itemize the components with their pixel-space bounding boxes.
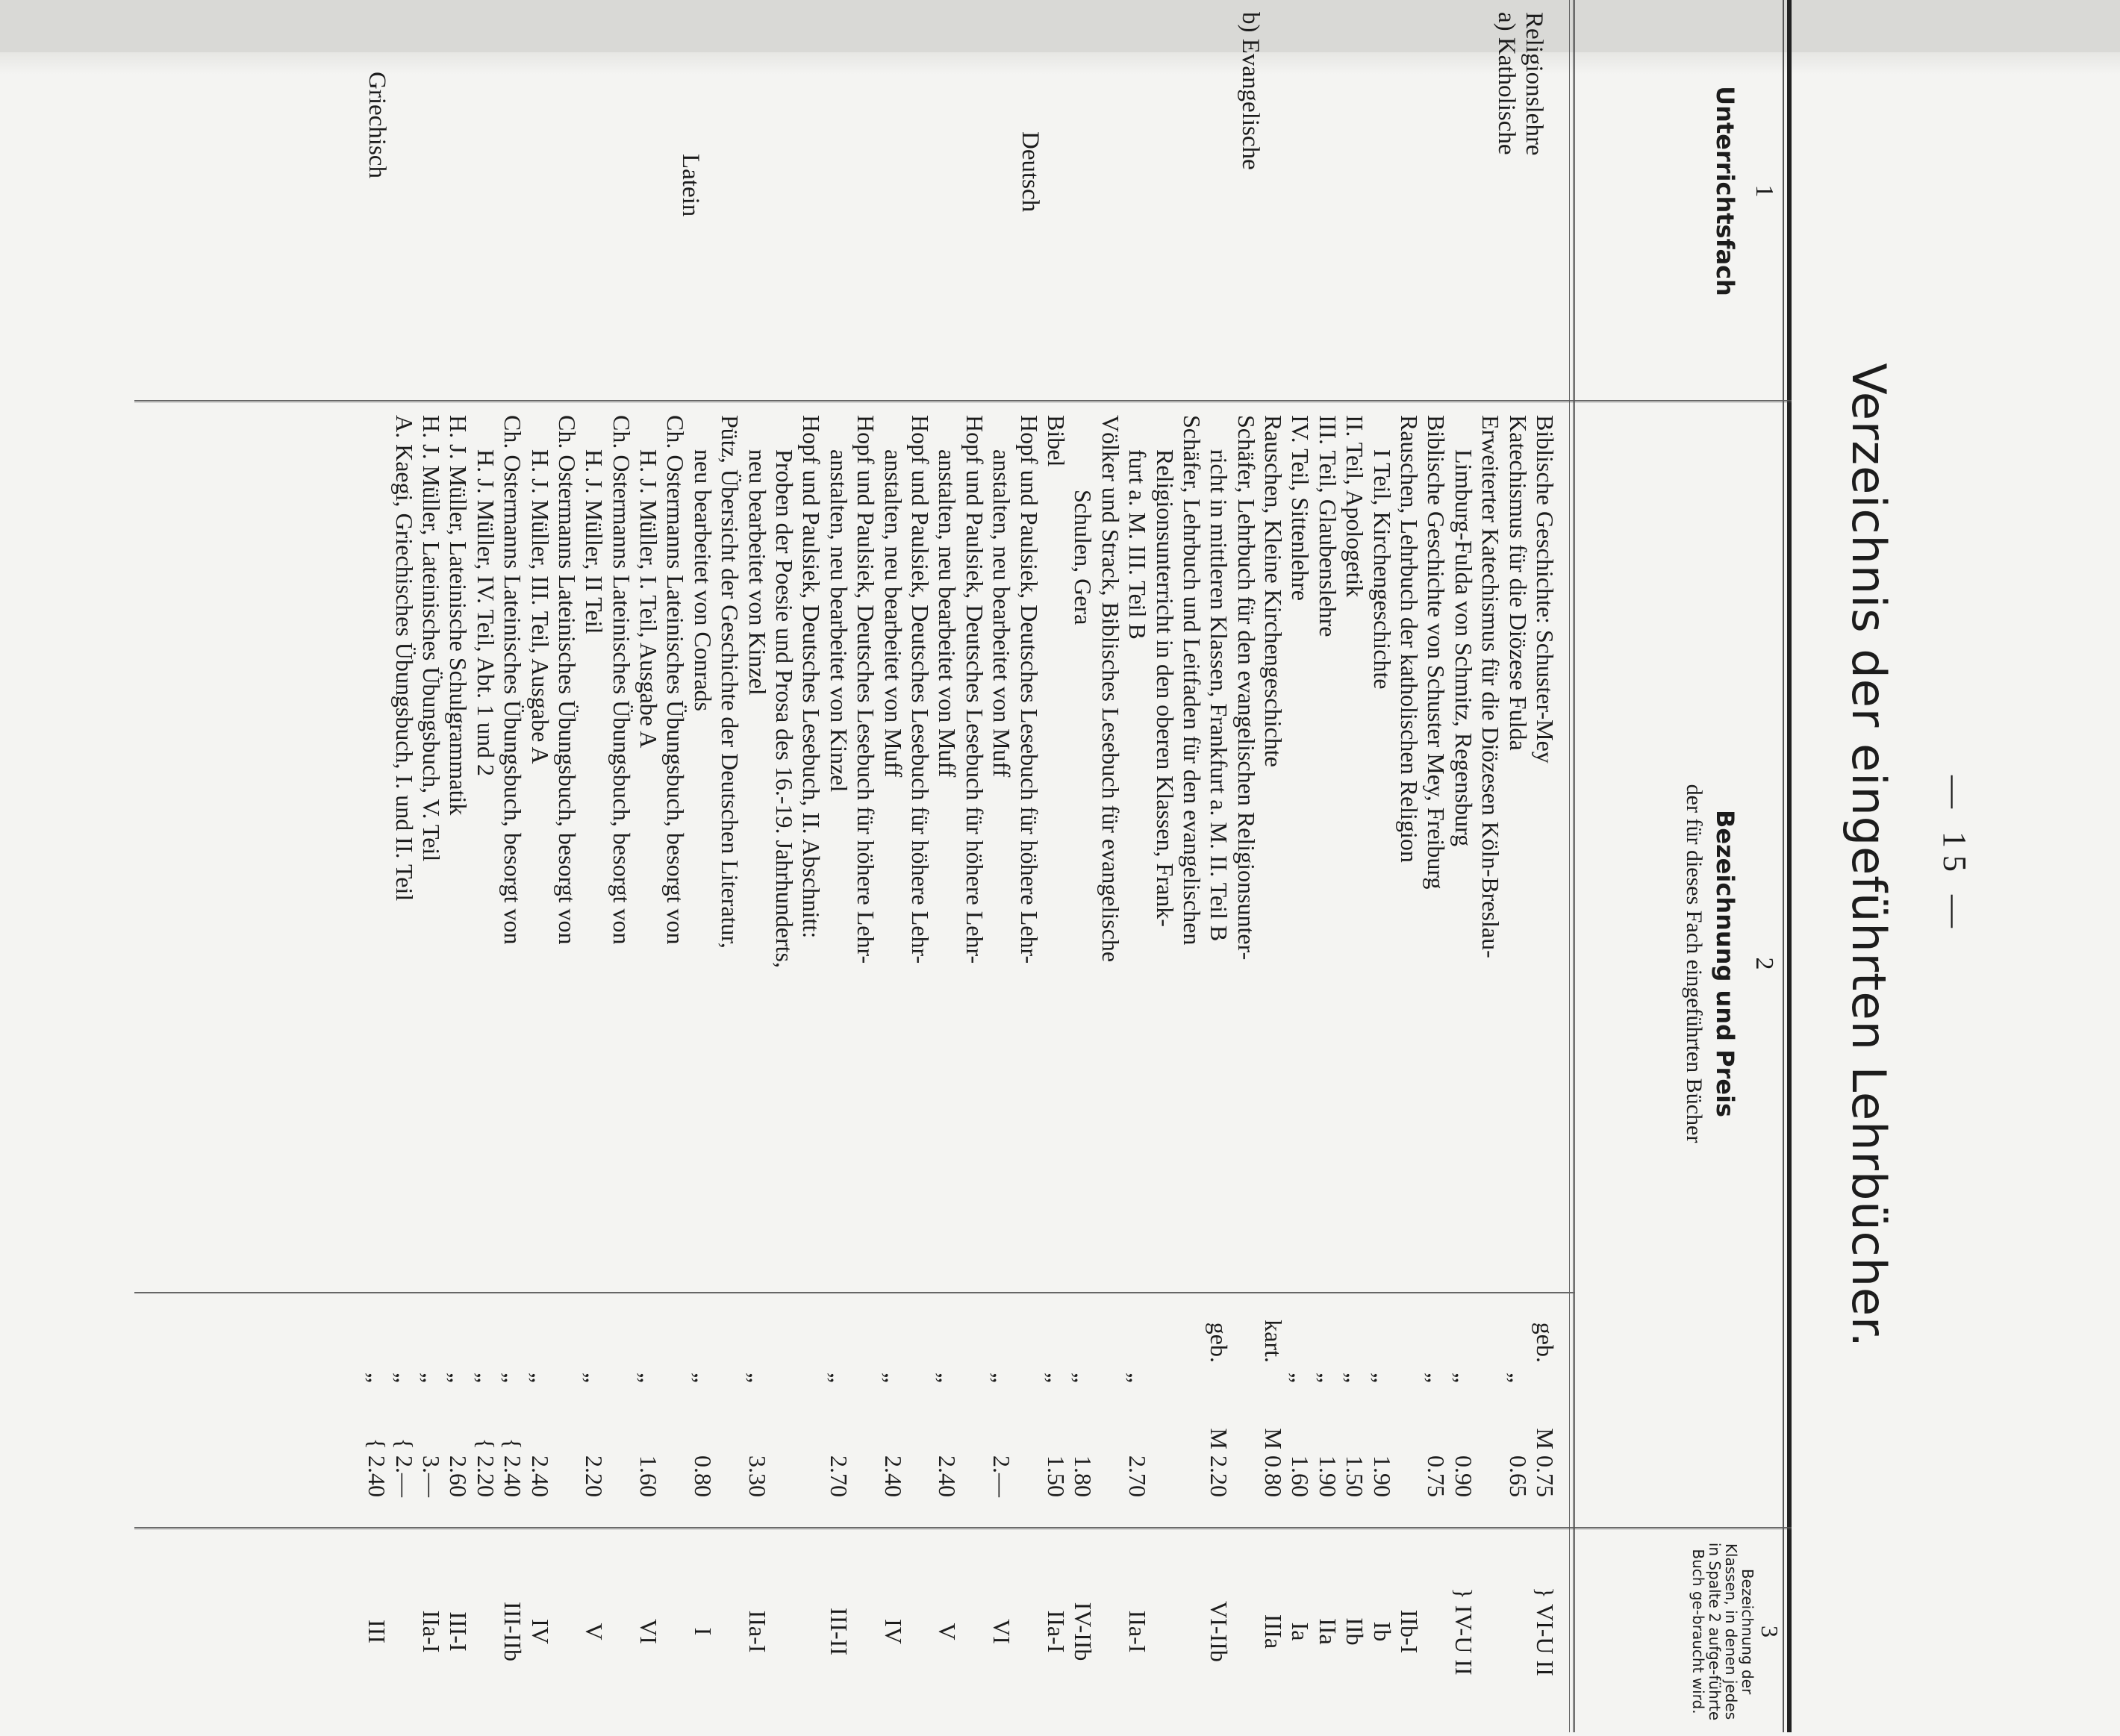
binding-label (743, 1303, 770, 1363)
book-entry: H. J. Müller, IV. Teil, Abt. 1 und 2 (472, 449, 499, 776)
binding-label (390, 1303, 417, 1363)
binding-label (554, 1303, 581, 1363)
class-entry: IIa-I (743, 1610, 771, 1653)
ditto-mark: „ (472, 1372, 499, 1384)
binding-label (988, 1303, 1015, 1363)
price-entry (798, 1303, 825, 1527)
price-value: 0.80 (689, 1455, 717, 1497)
class-entry (608, 1534, 635, 1729)
price-entry (364, 1303, 390, 1527)
book-entry: Völker und Strack, Biblisches Lesebuch für evangelische (1097, 415, 1124, 963)
price-entry (1070, 1303, 1097, 1527)
column-divider-3 (134, 1527, 1792, 1529)
book-entry: Ch. Ostermanns Lateinisches Übungsbuch, besorgt von (608, 415, 635, 945)
price-value: 1.90 (1368, 1455, 1396, 1497)
price-entry (1043, 1303, 1070, 1527)
price-entry (418, 1303, 445, 1527)
class-entry (390, 1534, 417, 1729)
subject-deutsch: Deutsch (1017, 131, 1044, 213)
subject-evangelische: b) Evangelische (1237, 12, 1264, 170)
binding-label (1396, 1303, 1423, 1363)
subject-latein: Latein (677, 154, 704, 217)
binding-label (1423, 1303, 1450, 1363)
class-entry (1179, 1534, 1206, 1729)
class-entry: IIa-I (417, 1610, 445, 1653)
class-entry: IIa-I (1124, 1610, 1152, 1653)
ditto-mark (608, 1363, 635, 1393)
book-list (364, 415, 1559, 1288)
price-value: 1.60 (1287, 1455, 1315, 1497)
binding-label (825, 1303, 852, 1363)
book-entry: Katechismus für die Diözese Fulda (1504, 415, 1532, 751)
binding-label (1477, 1303, 1504, 1363)
ditto-mark: „ (499, 1372, 527, 1384)
price-value (1396, 1393, 1423, 1505)
ditto-mark: „ (1341, 1372, 1369, 1384)
class-entry (798, 1534, 825, 1729)
ditto-mark: „ (1423, 1372, 1450, 1384)
price-entry (934, 1303, 961, 1527)
class-entry (1504, 1534, 1531, 1729)
binding-label (879, 1303, 906, 1363)
ditto-mark: „ (1070, 1372, 1097, 1384)
price-value: M 0.75 (1532, 1428, 1559, 1497)
binding-label (1450, 1303, 1477, 1363)
class-entry: IIIa (1260, 1614, 1288, 1649)
price-entry (1504, 1303, 1531, 1527)
price-value: 1.80 (1070, 1455, 1097, 1497)
ditto-mark (1179, 1363, 1206, 1393)
book-entry: Hopf und Paulsiek, Deutsches Lesebuch für höhere Lehr- (907, 415, 935, 964)
price-entry (1015, 1303, 1042, 1527)
price-entry (1450, 1303, 1477, 1527)
book-entry: Biblische Geschichte von Schuster Mey, Freiburg (1423, 415, 1450, 890)
ditto-mark (852, 1363, 879, 1393)
price-value (1232, 1393, 1259, 1505)
binding-label (1179, 1303, 1206, 1363)
price-value: 3.30 (743, 1455, 771, 1497)
price-entry (1151, 1303, 1178, 1527)
price-entry (554, 1303, 581, 1527)
price-entry (1423, 1303, 1450, 1527)
price-entry (1477, 1303, 1504, 1527)
price-entry (1179, 1303, 1206, 1527)
class-entry: IIa (1314, 1618, 1341, 1645)
book-entry: Ch. Ostermanns Lateinisches Übungsbuch, besorgt von (662, 415, 690, 945)
class-entry: V (581, 1623, 608, 1640)
class-entry: III (364, 1620, 391, 1643)
header-col-2 (1681, 400, 1778, 1527)
price-entry (526, 1303, 553, 1527)
price-value: 1.90 (1314, 1455, 1341, 1497)
price-entry (472, 1303, 499, 1527)
class-entry (771, 1534, 798, 1729)
ditto-mark: „ (1287, 1372, 1315, 1384)
ditto-mark (717, 1363, 743, 1393)
header-col-3-text: Bezeichnung der Klassen, in denen jedes in Spalte 2 aufge-führte Buch ge-braucht wird. (1689, 1542, 1756, 1721)
book-entry: anstalten, neu bearbeitet von Muff (934, 449, 961, 778)
ditto-mark (1477, 1363, 1504, 1393)
price-entry (1341, 1303, 1368, 1527)
class-entry: III-II (825, 1608, 852, 1655)
ditto-mark: „ (988, 1372, 1016, 1384)
class-entry (1477, 1534, 1504, 1729)
class-entry: IV (526, 1619, 554, 1644)
table-top-rule (1787, 0, 1792, 1732)
book-entry: neu bearbeitet von Kinzel (743, 449, 771, 696)
binding-label (907, 1303, 934, 1363)
book-entry: Ch. Ostermanns Lateinisches Übungsbuch, besorgt von (553, 415, 581, 945)
book-entry: H. J. Müller, Lateinisches Übungsbuch, V. Teil (417, 415, 445, 862)
ditto-mark (961, 1363, 988, 1393)
document-page (82, 0, 2008, 1736)
price-entry (1260, 1303, 1287, 1527)
price-entry (743, 1303, 770, 1527)
price-value: 2.60 (445, 1455, 473, 1497)
class-list (364, 1534, 1559, 1729)
header-col-3 (1689, 1538, 1783, 1725)
price-value (662, 1393, 689, 1505)
book-entry: Hopf und Paulsiek, Deutsches Lesebuch, II. Abschnitt: (798, 415, 826, 939)
ditto-mark: „ (390, 1372, 418, 1384)
ditto-mark: „ (445, 1372, 473, 1384)
subject-griechisch: Griechisch (364, 72, 390, 178)
ditto-mark (1232, 1363, 1259, 1393)
subject-katholische: a) Katholische (1493, 12, 1520, 155)
class-entry: IV (879, 1619, 907, 1644)
ditto-mark: „ (1042, 1372, 1070, 1384)
price-entry (390, 1303, 417, 1527)
price-value: 1.50 (1341, 1455, 1369, 1497)
class-entry (472, 1534, 499, 1729)
price-value: 2.40 (879, 1455, 907, 1497)
price-value (798, 1393, 825, 1505)
header-col-3-number: 3 (1756, 1626, 1783, 1637)
ditto-mark: „ (526, 1372, 554, 1384)
class-entry (1151, 1534, 1178, 1729)
price-value (961, 1393, 988, 1505)
binding-label (1124, 1303, 1151, 1363)
class-entry: VI (635, 1619, 663, 1644)
class-entry (961, 1534, 988, 1729)
class-entry: } VI-U II (1532, 1587, 1559, 1676)
price-value: { 2.40 (364, 1437, 391, 1497)
class-entry: IV-IIb (1070, 1602, 1097, 1661)
class-entry: V (934, 1623, 961, 1640)
class-entry: IIb (1341, 1617, 1369, 1646)
price-value: 2.70 (1124, 1455, 1152, 1497)
price-entry (879, 1303, 906, 1527)
book-entry: H. J. Müller, III. Teil, Ausgabe A (526, 449, 554, 764)
price-entry (690, 1303, 717, 1527)
ditto-mark (1015, 1363, 1042, 1393)
class-entry (1015, 1534, 1042, 1729)
binding-label (662, 1303, 689, 1363)
class-entry (1423, 1534, 1450, 1729)
price-value (1179, 1393, 1206, 1505)
ditto-mark: „ (581, 1372, 608, 1384)
class-entry: } IV-U II (1450, 1587, 1477, 1676)
ditto-mark: „ (417, 1372, 445, 1384)
price-entry (1097, 1303, 1123, 1527)
binding-label (1314, 1303, 1341, 1363)
book-entry: III. Teil, Glaubenslehre (1314, 415, 1341, 637)
binding-label (1368, 1303, 1395, 1363)
ditto-mark: „ (1124, 1372, 1152, 1384)
price-value: 0.90 (1450, 1455, 1477, 1497)
ditto-mark: „ (689, 1372, 717, 1384)
price-value: { 2.20 (472, 1437, 499, 1497)
header-col-1 (1711, 0, 1778, 400)
class-entry: IIb-I (1396, 1609, 1424, 1654)
price-value (852, 1393, 879, 1505)
price-entry (635, 1303, 662, 1527)
price-value: 2.— (988, 1455, 1016, 1497)
book-entry: II. Teil, Apologetik (1341, 415, 1369, 598)
binding-label: kart. (1260, 1320, 1288, 1363)
price-entry (1287, 1303, 1314, 1527)
price-entry (961, 1303, 988, 1527)
price-value: 2.20 (581, 1455, 608, 1497)
binding-label (499, 1303, 526, 1363)
class-entry (717, 1534, 743, 1729)
ditto-mark (554, 1363, 581, 1393)
price-value (554, 1393, 581, 1505)
ditto-mark: „ (1504, 1372, 1532, 1384)
price-entry (1532, 1303, 1559, 1527)
binding-label (717, 1303, 743, 1363)
price-value: 2.40 (526, 1455, 554, 1497)
price-entry (825, 1303, 852, 1527)
binding-label (1015, 1303, 1042, 1363)
book-entry: Hopf und Paulsiek, Deutsches Lesebuch für höhere Lehr- (1015, 415, 1043, 964)
book-entry: richt in mittleren Klassen, Frankfurt a. M. II. Teil B (1206, 449, 1233, 942)
price-entry (499, 1303, 526, 1527)
book-entry: Hopf und Paulsiek, Deutsches Lesebuch für höhere Lehr- (961, 415, 988, 964)
price-value (1015, 1393, 1042, 1505)
class-entry: IIa-I (1042, 1610, 1070, 1653)
book-entry: anstalten, neu bearbeitet von Kinzel (825, 449, 852, 793)
ditto-mark (1097, 1363, 1123, 1393)
class-entry (554, 1534, 581, 1729)
class-entry: III-IIb (499, 1602, 527, 1661)
price-value: 2.40 (934, 1455, 961, 1497)
price-entry (852, 1303, 879, 1527)
price-value: 3.— (417, 1455, 445, 1497)
binding-label: geb. (1532, 1322, 1559, 1363)
book-entry: Ch. Ostermanns Lateinisches Übungsbuch, besorgt von (499, 415, 527, 945)
ditto-mark: „ (743, 1372, 771, 1384)
ditto-mark (798, 1363, 825, 1393)
price-entry (771, 1303, 798, 1527)
price-value (608, 1393, 635, 1505)
price-entry (581, 1303, 608, 1527)
book-entry: neu bearbeitet von Conrads (689, 449, 717, 711)
price-entry (907, 1303, 934, 1527)
book-entry: Rauschen, Kleine Kirchengeschichte (1260, 415, 1288, 767)
class-entry (1097, 1534, 1123, 1729)
header-col-2-label: Bezeichnung und Preis (1711, 809, 1739, 1118)
class-entry (907, 1534, 934, 1729)
binding-label (934, 1303, 961, 1363)
price-value (771, 1393, 798, 1505)
book-entry: anstalten, neu bearbeitet von Muff (879, 449, 907, 778)
ditto-mark (1532, 1363, 1559, 1393)
class-entry (852, 1534, 879, 1729)
ditto-mark: „ (635, 1372, 663, 1384)
price-value (1477, 1393, 1504, 1505)
table-top-rule-thin (1783, 0, 1784, 1732)
price-value (1151, 1393, 1178, 1505)
price-entry (662, 1303, 689, 1527)
binding-label (1043, 1303, 1070, 1363)
book-entry: Biblische Geschichte: Schuster-Mey (1532, 415, 1559, 764)
price-entry (1314, 1303, 1341, 1527)
price-entry (1206, 1303, 1232, 1527)
book-entry: Religionsunterricht in den oberen Klassen, Frank- (1151, 449, 1179, 927)
book-entry: Limburg-Fulda von Schmitz, Regensburg (1450, 449, 1477, 847)
price-entry (1396, 1303, 1423, 1527)
book-entry: furt a. M. III. Teil B (1124, 449, 1152, 640)
price-value (907, 1393, 934, 1505)
book-entry: H. J. Müller, II Teil (581, 449, 608, 634)
binding-label (1504, 1303, 1531, 1363)
binding-label: geb. (1206, 1322, 1233, 1363)
binding-label (526, 1303, 553, 1363)
column-divider-2 (134, 1292, 1575, 1293)
book-entry: IV. Teil, Sittenlehre (1287, 415, 1315, 601)
header-col-1-label: Unterrichtsfach (1711, 86, 1739, 296)
ditto-mark: „ (1314, 1372, 1341, 1384)
header-col-2-number: 2 (1750, 957, 1778, 970)
price-value: 0.65 (1504, 1455, 1532, 1497)
book-entry: Proben der Poesie und Prosa des 16.-19. Jahrhunderts, (771, 449, 799, 968)
binding-label (798, 1303, 825, 1363)
ditto-mark (907, 1363, 934, 1393)
price-value: 1.50 (1042, 1455, 1070, 1497)
column-divider-1 (134, 400, 1792, 402)
binding-label (1287, 1303, 1314, 1363)
price-entry (717, 1303, 743, 1527)
page-number: — 15 — (1936, 775, 1973, 935)
ditto-mark: „ (1368, 1372, 1396, 1384)
ditto-mark: „ (879, 1372, 907, 1384)
book-entry: Bibel (1042, 415, 1070, 467)
price-value (717, 1393, 743, 1505)
book-entry: H. J. Müller, Lateinische Schulgrammatik (445, 415, 473, 816)
header-col-2-subtitle: der für dieses Fach eingeführten Bücher (1682, 784, 1706, 1143)
book-entry: A. Kaegi, Griechisches Übungsbuch, I. und II. Teil (390, 415, 418, 902)
price-value: 1.60 (635, 1455, 663, 1497)
binding-label (581, 1303, 608, 1363)
header-col-1-number: 1 (1750, 184, 1778, 198)
price-value: M 2.20 (1206, 1428, 1233, 1497)
binding-label (771, 1303, 798, 1363)
book-entry: I Teil, Kirchengeschichte (1368, 449, 1396, 690)
class-entry: Ib (1368, 1621, 1396, 1642)
binding-label (608, 1303, 635, 1363)
binding-label (690, 1303, 717, 1363)
class-entry (1232, 1534, 1259, 1729)
class-entry: VI (988, 1619, 1016, 1644)
book-entry: anstalten, neu bearbeitet von Muff (988, 449, 1016, 778)
subject-religionslehre: Religionslehre (1521, 12, 1547, 156)
binding-label (1151, 1303, 1178, 1363)
ditto-mark (662, 1363, 689, 1393)
book-entry (364, 415, 390, 1288)
price-entry (608, 1303, 635, 1527)
ditto-mark (771, 1363, 798, 1393)
page-title: Verzeichnis der eingeführten Lehrbücher. (1842, 363, 1896, 1348)
ditto-mark (1206, 1363, 1232, 1393)
book-entry: Erweiterter Katechismus für die Diözesen Köln-Breslau- (1477, 415, 1505, 958)
price-value: { 2.— (390, 1437, 418, 1497)
binding-label (1232, 1303, 1259, 1363)
price-value: 0.75 (1423, 1455, 1450, 1497)
binding-label (635, 1303, 662, 1363)
binding-label (1097, 1303, 1123, 1363)
ditto-mark (1151, 1363, 1178, 1393)
price-entry (1124, 1303, 1151, 1527)
binding-label (1070, 1303, 1097, 1363)
price-entry (445, 1303, 472, 1527)
binding-label (472, 1303, 499, 1363)
book-entry: Pütz, Übersicht der Geschichte der Deutschen Literatur, (717, 415, 744, 949)
textbook-table (134, 0, 1792, 1732)
class-entry: Ia (1287, 1622, 1315, 1641)
book-entry: Schulen, Gera (1070, 490, 1097, 625)
class-entry: VI-IIb (1206, 1601, 1233, 1662)
class-entry (662, 1534, 689, 1729)
price-value: 2.70 (825, 1455, 852, 1497)
binding-label (961, 1303, 988, 1363)
ditto-mark: „ (934, 1372, 961, 1384)
ditto-mark (1396, 1363, 1423, 1393)
header-separator (1569, 0, 1575, 1732)
book-entry: Schäfer, Lehrbuch für den evangelischen Religionsunter- (1232, 415, 1260, 961)
ditto-mark (1260, 1363, 1287, 1393)
price-entry (1368, 1303, 1395, 1527)
binding-label (364, 1303, 390, 1363)
price-entry (988, 1303, 1015, 1527)
price-value: M 0.80 (1260, 1428, 1288, 1497)
binding-label (445, 1303, 472, 1363)
binding-label (418, 1303, 445, 1363)
price-value: { 2.40 (499, 1437, 527, 1497)
book-entry: H. J. Müller, I. Teil, Ausgabe A (635, 449, 663, 749)
book-entry: Schäfer, Lehrbuch und Leitfaden für den evangelischen (1178, 415, 1206, 946)
binding-label (852, 1303, 879, 1363)
price-entry (1232, 1303, 1259, 1527)
class-entry: III-I (445, 1611, 473, 1652)
price-value (1097, 1393, 1123, 1505)
ditto-mark: „ (1450, 1372, 1477, 1384)
ditto-mark: „ (364, 1372, 391, 1384)
price-list (364, 1303, 1559, 1527)
ditto-mark: „ (825, 1372, 852, 1384)
class-entry: I (689, 1627, 717, 1636)
book-entry: Hopf und Paulsiek, Deutsches Lesebuch für höhere Lehr- (852, 415, 880, 964)
binding-label (1341, 1303, 1368, 1363)
book-entry: Rauschen, Lehrbuch der katholischen Religion (1396, 415, 1424, 863)
